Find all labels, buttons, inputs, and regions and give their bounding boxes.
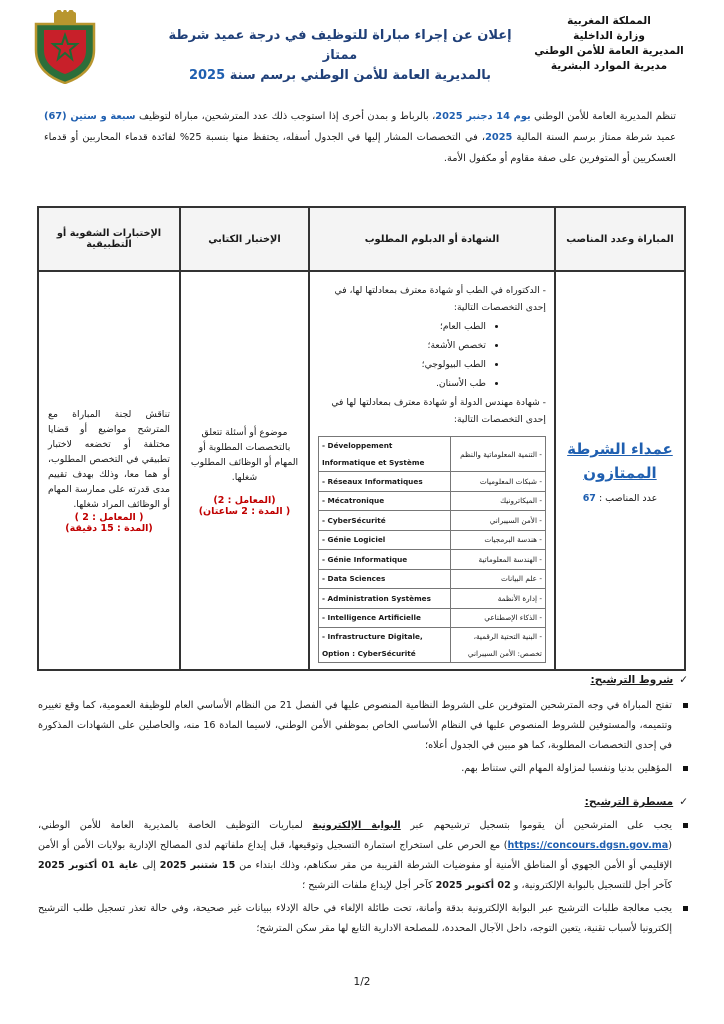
title-line-2 (150, 66, 530, 86)
condition-text: المؤهلين بدنيا ونفسيا لمزاولة المهام التي ستناط بهم. (461, 763, 672, 774)
written-exam-text: موضوع أو أسئلة تتعلق بالتخصصات المطلوبة أو المهام أو الوظائف المطلوب شغلها. (190, 426, 299, 483)
list-item (38, 816, 688, 896)
table-row (318, 530, 545, 550)
list-item (38, 696, 688, 756)
list-item (38, 899, 688, 939)
diploma-medical-intro: - الدكتوراه في الطب أو شهادة معترف بمعادلتها لها، في إحدى التخصصات التالية: (334, 285, 546, 313)
medical-specialties-list (318, 318, 546, 392)
list-item: • الطب العام؛ (318, 318, 486, 335)
oral-exam-text: تناقش لجنة المباراة مع المترشح مواضيع أو قضايا مختلفة أو تخضعه لاختبار تطبيقي في التخصص المطلوب، أو هما معا، وذلك بهدف تقييم مدى قدرته على ممارسة المهام أو الوظائف المراد شغلها. (48, 409, 171, 510)
oral-duration: (المدة : 15 دقيقة) (65, 523, 153, 534)
written-exam-cell (180, 271, 309, 670)
posts-label: عدد المناصب : (598, 493, 658, 504)
table-row (318, 472, 545, 492)
table-row (318, 628, 545, 663)
procedure-list (38, 816, 688, 939)
oral-exam-cell (38, 271, 180, 670)
list-item: • الطب البيولوجي؛ (318, 356, 486, 373)
org-line-dgsn: المديرية العامة للأمن الوطني (534, 45, 684, 57)
table-header-row (38, 207, 685, 271)
announcement-title (150, 26, 530, 86)
conditions-list (38, 696, 688, 779)
bullet-icon (683, 766, 688, 771)
table-row (318, 589, 545, 609)
table-row (318, 437, 545, 472)
specialty-fr: - Administration Systèmes (318, 589, 450, 609)
header-oral: الإختبارات الشفوية أو التطبيقية (38, 207, 180, 271)
specialty-fr: - Réseaux Informatiques (318, 472, 450, 492)
engineering-specialties-table (318, 436, 546, 663)
intro-text-3: عميد شرطة ممتاز برسم السنة المالية (512, 132, 676, 143)
portal-link[interactable]: البوابة الإلكترونية (312, 820, 401, 831)
list-item: • طب الأسنان. (318, 375, 486, 392)
diploma-engineer-intro: - شهادة مهندس الدولة أو شهادة معترف بمعادلتها لها في إحدى التخصصات التالية: (331, 397, 546, 425)
specialty-fr: - CyberSécurité (318, 511, 450, 531)
procedure-text: كآخر أجل للتسجيل بالبوابة الإلكترونية، و (510, 880, 672, 891)
police-emblem-icon (30, 10, 100, 84)
title-year: 2025 (188, 68, 226, 83)
table-row (318, 511, 545, 531)
table-row (318, 569, 545, 589)
procedure-title: مسطرة الترشيح: (584, 796, 674, 808)
registration-start-date: 15 شتنبر 2025 (159, 860, 236, 871)
procedure-text: كآخر أجل لإيداع ملفات الترشيح ؛ (302, 880, 436, 891)
specialty-ar: - البنية التحتية الرقمية، تخصص: الأمن السيبراني (450, 628, 545, 663)
specialty-ar: - الميكاترونيك (450, 491, 545, 511)
registration-end-date: غاية 01 أكتوبر 2025 (38, 860, 139, 871)
intro-text-2: ، بالرباط و بمدن أخرى إذا استوجب ذلك عدد المترشحين، مباراة لتوظيف (135, 111, 436, 122)
org-line-hr: مديرية الموارد البشرية (550, 60, 668, 72)
header-diploma: الشهادة أو الدبلوم المطلوب (309, 207, 555, 271)
page-number: 1/2 (353, 976, 371, 988)
org-line-ministry: وزارة الداخلية (573, 30, 645, 42)
specialty-fr: - Intelligence Artificielle (318, 608, 450, 628)
checkmark-icon: ✓ (679, 674, 688, 686)
procedure-text: لمباريات التوظيف الخاصة بالمديرية العامة للأمن الوطني، ( (38, 820, 672, 851)
contest-cell (555, 271, 685, 670)
conditions-heading (591, 674, 689, 686)
specialty-ar: - شبكات المعلوميات (450, 472, 545, 492)
specialty-fr: - Génie Informatique (318, 550, 450, 570)
bullet-icon (683, 823, 688, 828)
specialty-ar: - إدارة الأنظمة (450, 589, 545, 609)
specialty-fr: - Développement Informatique et Système (318, 437, 450, 472)
table-row (318, 608, 545, 628)
written-duration: ( المدة : 2 ساعتان) (198, 505, 291, 517)
specialty-fr: - Génie Logiciel (318, 530, 450, 550)
posts-value: 67 (582, 493, 596, 504)
procedure-text: ) مع الحرص على استخراج استمارة التسجيل وتوقيعها، قبل إيداع ملفاتهم لدى المصالح الإدارية بولايات الأمن أو الأمن الإقليمي أو الأمن الجهوي أو المناطق الأمنية أو مفوضيات الشرطة القريبة من مقر سكناهم، وذلك ابتداء من (38, 840, 672, 871)
procedure-text: إلى (138, 860, 160, 871)
specialty-ar: - الذكاء الإصطناعي (450, 608, 545, 628)
title-line-2-text: بالمديرية العامة للأمن الوطني برسم سنة (229, 68, 492, 83)
specialty-ar: - علم البيانات (450, 569, 545, 589)
specialty-ar: - التنمية المعلوماتية والنظم (450, 437, 545, 472)
org-line-kingdom: المملكة المغربية (567, 15, 651, 27)
fiscal-year: 2025 (485, 132, 513, 143)
organization-block (534, 14, 684, 74)
posts-count-text: سبعة و ستين (67) (44, 111, 136, 122)
post-name: عمداء الشرطة الممتازون (567, 440, 673, 482)
contest-date: يوم 14 دجنبر 2025 (435, 111, 531, 122)
table-row (318, 550, 545, 570)
checkmark-icon: ✓ (679, 796, 688, 808)
table-row (318, 491, 545, 511)
condition-text: تفتح المباراة في وجه المترشحين المتوفرين على الشروط النظامية المنصوص عليها في الفصل 21 من النظام الأساسي العام للوظيفة العمومية، كما وقع تغييره وتتميمه، والمستوفين للشروط المنصوص عليها في النظام الأساسي الخاص بموظفي الأمن الوطني، لاسيما المادة 16 منه، والحاصلين على الشهادات المذكورة في إحدى التخصصات المطلوبة، كما هو مبين في الجدول أعلاه؛ (38, 700, 672, 751)
table-row (38, 271, 685, 670)
posts-count (557, 493, 683, 504)
diploma-cell (309, 271, 555, 670)
bullet-icon (683, 906, 688, 911)
title-line-1: إعلان عن إجراء مباراة للتوظيف في درجة عميد شرطة ممتاز (168, 28, 512, 63)
intro-text-4: ، في التخصصات المشار إليها في الجدول أسفله، يحتفظ منها بنسبة 25% لفائدة قدماء المحاربين أو قدماء العسكريين أو المتوفرين على صفة مقاوم أو مكفول الأمة. (44, 132, 676, 164)
header-written: الإختبار الكتابي (180, 207, 309, 271)
written-coefficient: (المعامل : 2) (213, 494, 276, 506)
specialty-ar: - الهندسة المعلوماتية (450, 550, 545, 570)
oral-coefficient: ( المعامل : 2 ) (74, 512, 144, 523)
specialty-fr: - Infrastructure Digitale, Option : CyberSécurité (318, 628, 450, 663)
specialty-ar: - الأمن السيبراني (450, 511, 545, 531)
specialty-ar: - هندسة البرمجيات (450, 530, 545, 550)
concours-url-link[interactable]: https://concours.dgsn.gov.ma (507, 840, 669, 851)
procedure-text: يجب على المترشحين أن يقوموا بتسجيل ترشيحهم عبر (400, 820, 673, 831)
intro-paragraph (44, 106, 676, 169)
header-contest: المباراة وعدد المناصب (555, 207, 685, 271)
procedure-heading (585, 796, 688, 808)
procedure-text: يجب معالجة طلبات الترشيح عبر البوابة الإلكترونية بدقة وأمانة، تحت طائلة الإلغاء في حالة الإدلاء ببيانات غير صحيحة، وفي حالة تعذر تسجيل طلب الترشيح إلكترونيا لأسباب تقنية، يتعين التوجه، داخل الآجال المحددة، للمصلحة الادارية التابع لها مقر سكن المترشح؛ (38, 903, 672, 934)
bullet-icon (683, 703, 688, 708)
list-item: • تخصص الأشعة؛ (318, 337, 486, 354)
intro-text-1: تنظم المديرية العامة للأمن الوطني (530, 111, 676, 122)
conditions-title: شروط الترشيح: (590, 674, 674, 686)
deposit-deadline: 02 أكتوبر 2025 (435, 880, 511, 891)
contest-table (37, 206, 686, 671)
specialty-fr: - Mécatronique (318, 491, 450, 511)
specialty-fr: - Data Sciences (318, 569, 450, 589)
list-item (38, 759, 688, 779)
